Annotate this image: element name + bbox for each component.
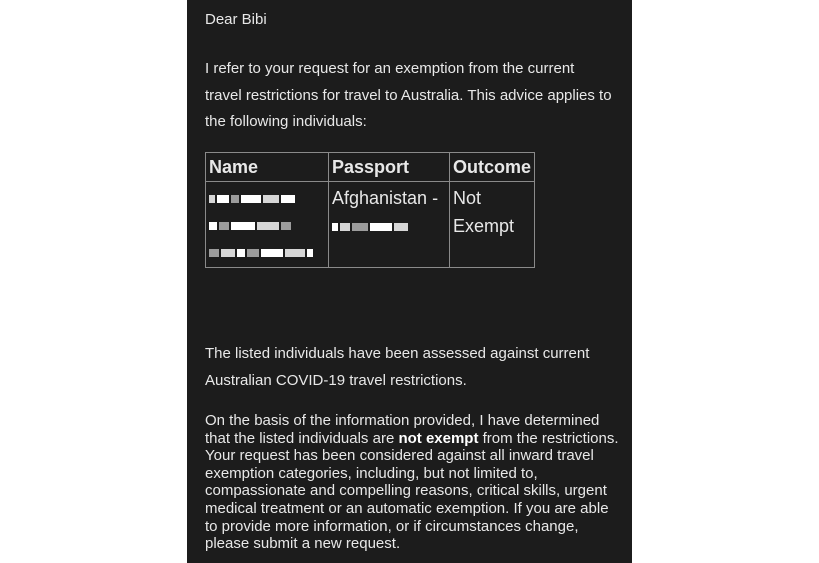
redacted-name-line-1 [209, 184, 325, 211]
redacted-passport-number [332, 212, 446, 239]
determination-text-start: On the basis of the information provided, I have determined that the listed individuals are [205, 412, 600, 447]
intro-paragraph: I refer to your request for an exemption from the current travel restrictions for travel to Australia. This advice applies to the following individuals: [205, 60, 612, 130]
outcome-cell: Not Exempt [450, 182, 535, 268]
redacted-name-line-3 [209, 238, 325, 265]
individuals-table [205, 152, 535, 268]
greeting: Dear Bibi [205, 11, 267, 28]
determination-paragraph [205, 412, 620, 553]
table-header-row [206, 153, 535, 182]
table-row [206, 182, 535, 268]
passport-country: Afghanistan - [332, 188, 439, 208]
determination-text-end: from the restrictions. Your request has been considered against all inward travel exemption categories, including, but not limited to, compassionate and compelling reasons, critical skills, urgent medical treatment or an automatic exemption. If you are able to provide more information, or if circumstances change, please submit a new request. [205, 429, 619, 553]
email-body [187, 0, 632, 563]
header-name: Name [206, 153, 329, 182]
passport-cell [329, 182, 450, 268]
header-outcome: Outcome [450, 153, 535, 182]
header-passport: Passport [329, 153, 450, 182]
redacted-name-line-2 [209, 211, 325, 238]
assessed-paragraph: The listed individuals have been assessed against current Australian COVID-19 travel restrictions. [205, 345, 590, 389]
name-cell-redacted [206, 182, 329, 268]
not-exempt-emphasis: not exempt [398, 429, 479, 447]
